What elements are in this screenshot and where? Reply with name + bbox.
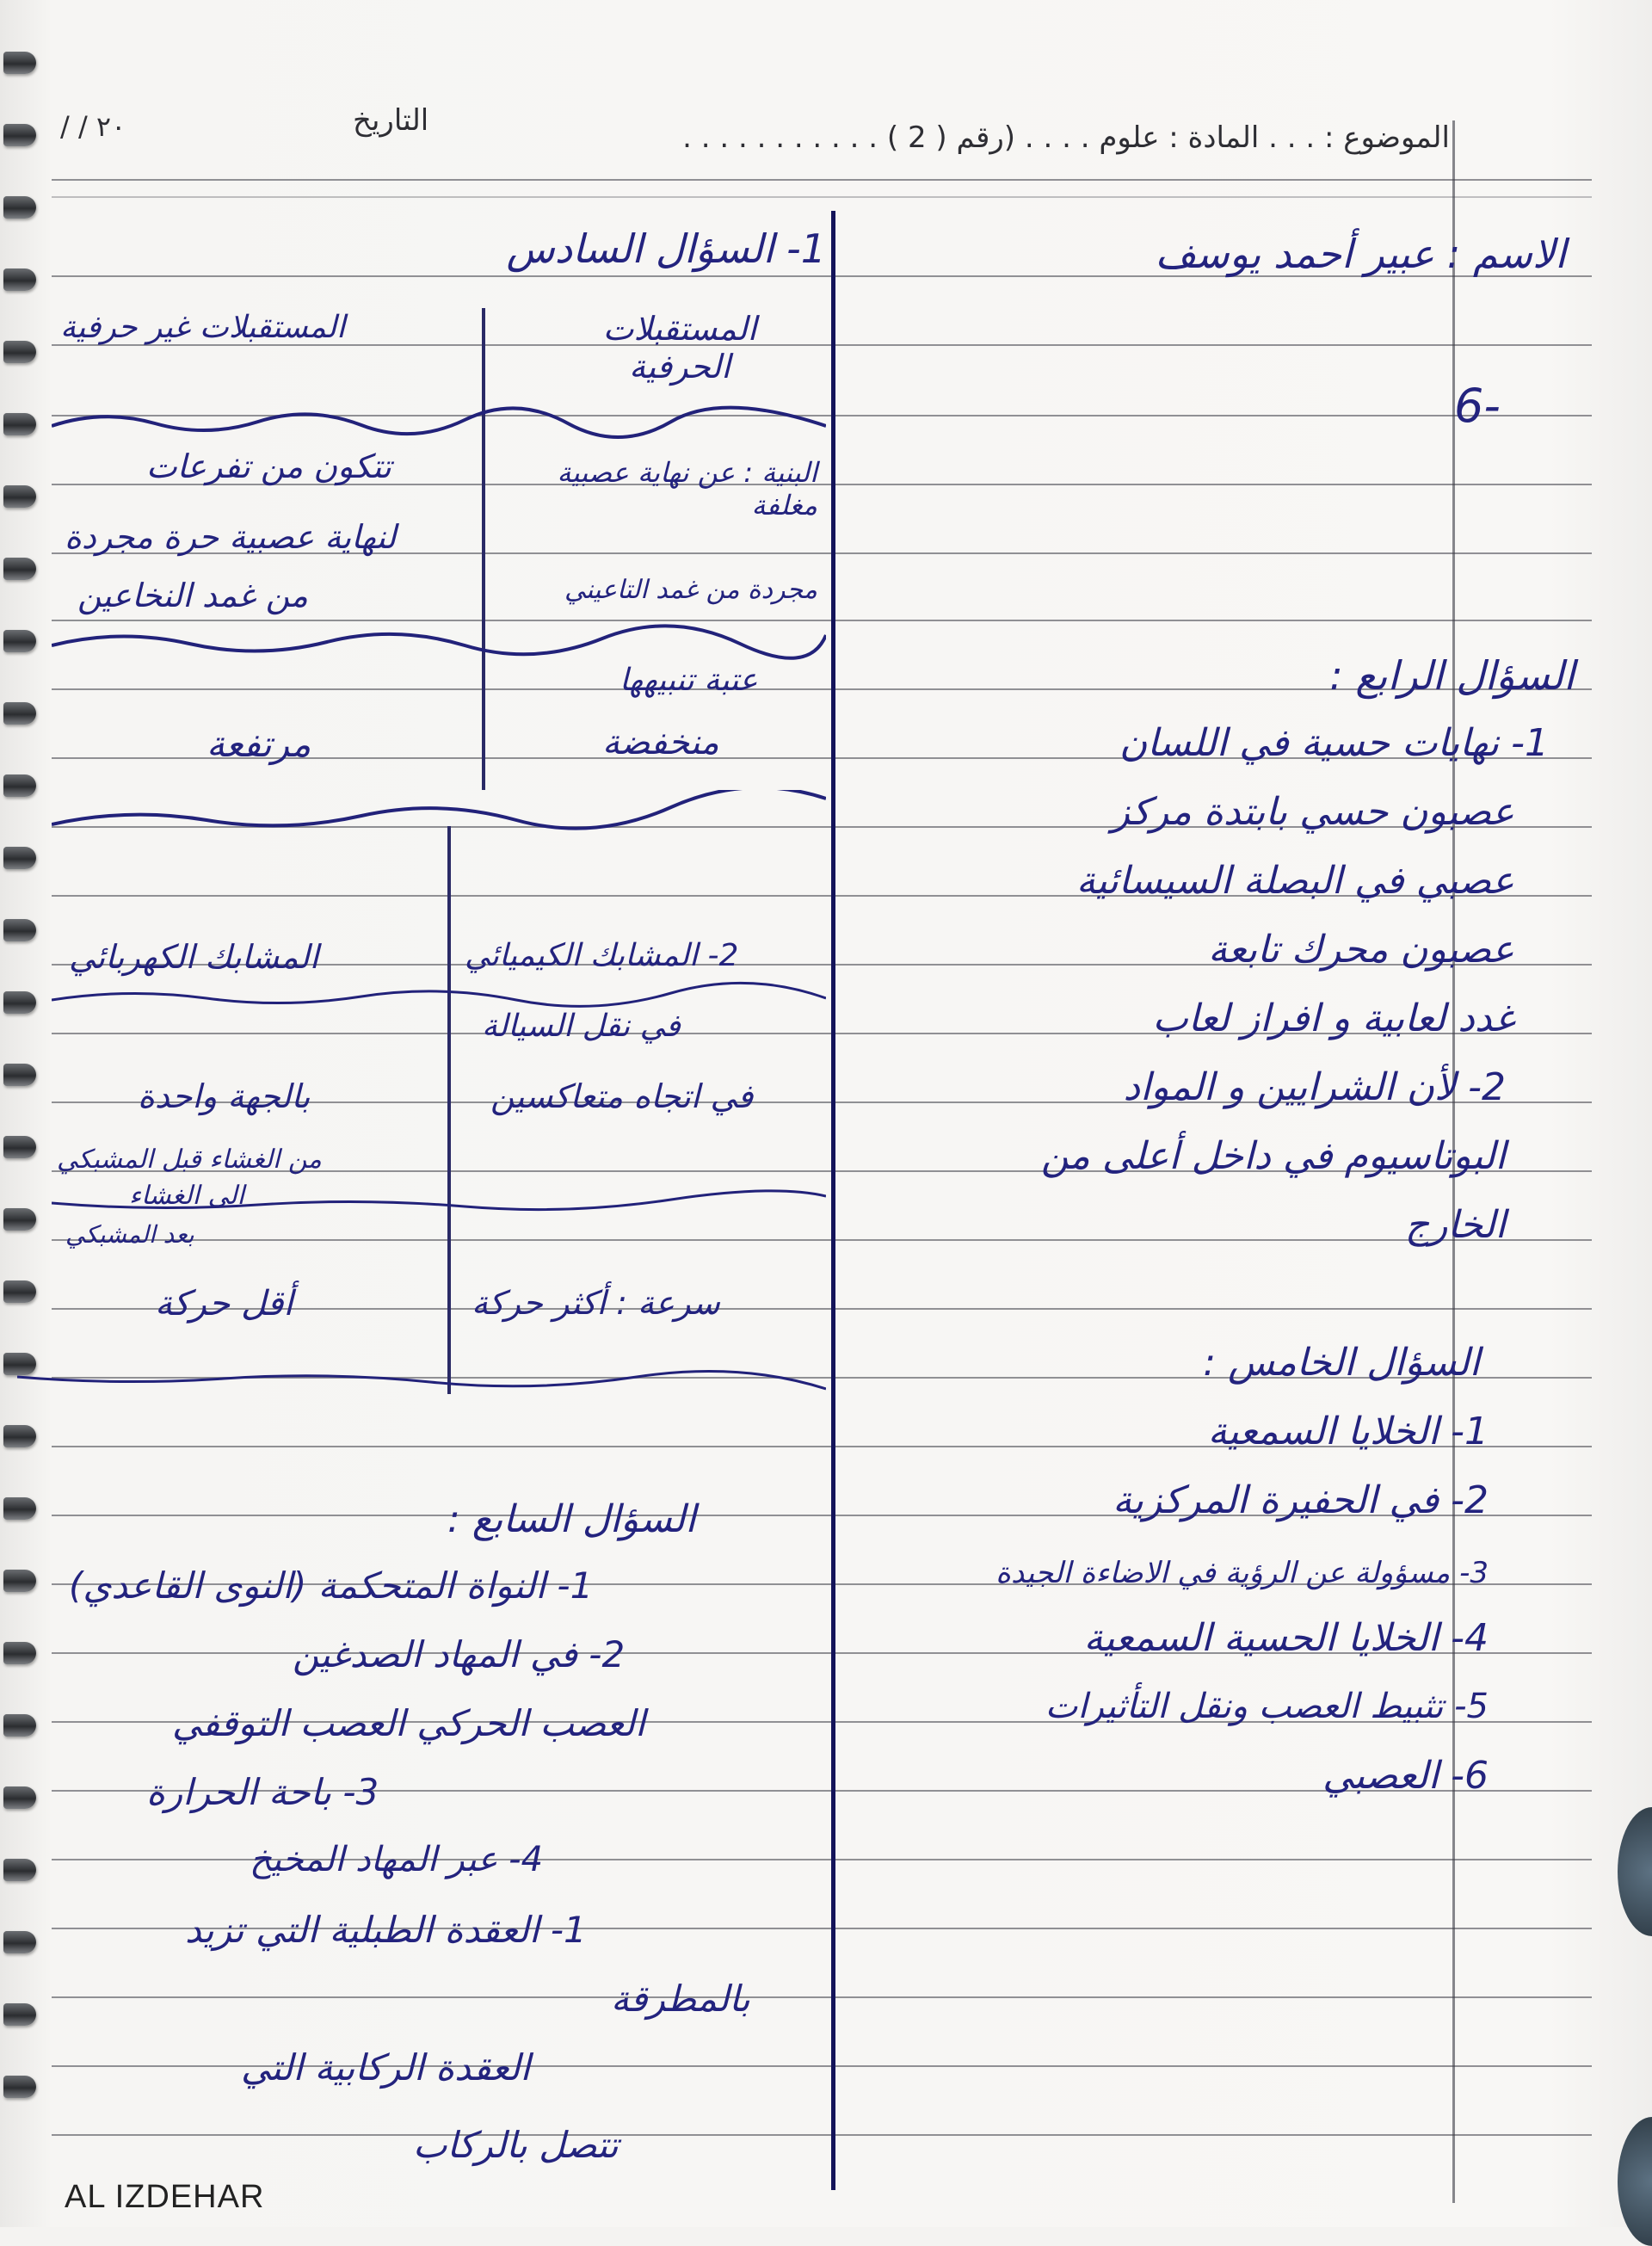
q4-line: غدد لعابية و افراز لعاب <box>1152 997 1514 1040</box>
q5-item: 1- الخلايا السمعية <box>1207 1410 1489 1453</box>
q7-item: 1- العقدة الطبلية التي تزيد <box>185 1909 587 1951</box>
q4-line: عصبون حسي بابتدة مركز <box>1111 790 1514 834</box>
q4-line: 1- نهايات حسية في اللسان <box>1119 721 1549 765</box>
table1-row1-left: لنهاية عصبية حرة مجردة <box>65 518 397 556</box>
q4-line: الخارج <box>1404 1203 1506 1247</box>
table1-row2-left: مرتفعة <box>206 723 311 765</box>
table1-row1-right: البنية : عن نهاية عصبية مغلفة <box>557 456 817 521</box>
table1-row2-right: عتبة تنبيهها <box>620 663 758 698</box>
table2-r2-right: في نقل السيالة <box>482 1009 681 1044</box>
notebook-brand: AL IZDEHAR <box>65 2179 265 2215</box>
table2-wave-3 <box>17 1351 826 1403</box>
q5-item: 3- مسؤولة عن الرؤية في الاضاءة الجيدة <box>996 1556 1489 1590</box>
table1-row1-left: من غمد النخاعين <box>77 577 309 614</box>
spiral-binding <box>0 52 41 2151</box>
q4-line: عصبون محرك تابعة <box>1208 928 1514 972</box>
subject-line: الموضوع : . . . المادة : علوم . . . . (رقم ( 2 ) . . . . . . . . . . . <box>682 120 1450 155</box>
q7-item: 2- في المهاد الصدغين <box>293 1633 626 1675</box>
number-six: 6- <box>1454 379 1501 433</box>
q4-line: البوتاسيوم في داخل أعلى من <box>1040 1134 1506 1178</box>
table1-col-right-head: المستقبلات الحرفية <box>602 310 757 386</box>
table1-row1-right-extra: مجردة من غمد التاعيني <box>564 575 817 605</box>
table2-wave-1 <box>52 981 826 1015</box>
q7-item: 3- باحة الحرارة <box>146 1771 379 1813</box>
table1-divider <box>482 308 485 790</box>
student-name: الاسم : عبير أحمد يوسف <box>1155 231 1566 277</box>
table1-col-left-head: المستقبلات غير حرفية <box>60 310 346 345</box>
q7-item: 4- عبر المهاد المخيخ <box>250 1840 544 1879</box>
table1-row2-right: منخفضة <box>602 723 719 762</box>
q7-item: 1- النواة المتحكمة (النوى القاعدي) <box>69 1564 594 1607</box>
table2-r4-left: بعد المشبكي <box>65 1220 194 1249</box>
table1-wave-bottom <box>52 790 826 842</box>
q5-item: 4- الخلايا الحسية السمعية <box>1083 1616 1489 1660</box>
q5-heading: السؤال الخامس : <box>1203 1341 1480 1385</box>
table1-row1-left: تتكون من تفرعات <box>146 447 391 485</box>
table2-r4-left: من الغشاء قبل المشبكي <box>57 1145 322 1175</box>
table2-r1-right: 2- المشابك الكيميائي <box>465 938 739 973</box>
q5-item: 6- العصبي <box>1322 1754 1489 1798</box>
table2-r5-right: سرعة : أكثر حركة <box>472 1284 720 1322</box>
table2-r1-left: المشابك الكهربائي <box>69 938 319 976</box>
column-divider <box>831 211 835 2190</box>
q4-line: 2- لأن الشرايين و المواد <box>1123 1065 1506 1109</box>
q7-item: العقدة الركابية التي <box>241 2046 531 2089</box>
table2-r3-right: في اتجاه متعاكسين <box>490 1077 754 1115</box>
q7-item: العصب الحركي العصب التوقفي <box>172 1702 645 1744</box>
q5-item: 2- في الحفيرة المركزية <box>1113 1478 1489 1522</box>
table2-divider <box>447 826 451 1394</box>
table2-r4-left: الى الغشاء <box>129 1181 244 1211</box>
q6-heading: 1- السؤال السادس <box>506 225 826 272</box>
q4-line: عصبي في البصلة السيسائية <box>1076 859 1514 903</box>
table2-r5-left: أقل حركة <box>155 1284 293 1324</box>
q7-item: تتصل بالركاب <box>413 2124 619 2166</box>
table1-wave-top <box>52 404 826 447</box>
date-label: التاريخ <box>353 103 429 138</box>
table2-r3-left: بالجهة واحدة <box>138 1077 311 1115</box>
q5-item: 5- تثبيط العصب ونقل التأثيرات <box>1045 1687 1489 1726</box>
table1-wave-mid <box>52 620 826 663</box>
q4-heading: السؤال الرابع : <box>1329 652 1575 699</box>
date-value: / / ٢٠ <box>60 110 126 143</box>
q7-item: بالمطرقة <box>611 1978 750 2020</box>
q7-heading: السؤال السابع : <box>447 1497 696 1541</box>
